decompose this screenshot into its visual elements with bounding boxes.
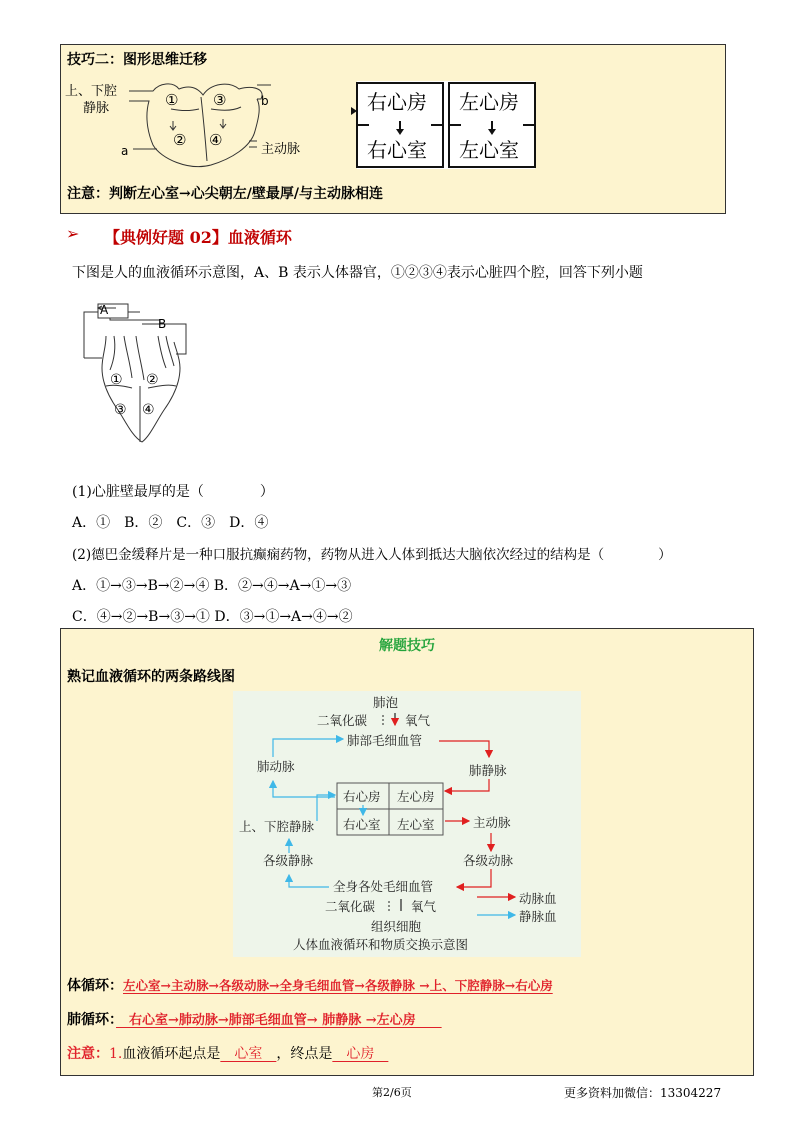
note-answer-end: 心房: [332, 1046, 389, 1062]
fig-veins: 各级静脉: [263, 853, 314, 868]
diagram-label-vena-cava-2: 静脉: [83, 101, 110, 116]
fig-co2-bottom: 二氧化碳: [325, 899, 376, 914]
fig-body-capillaries: 全身各处毛细血管: [333, 879, 434, 894]
diagram-label-aorta: 主动脉: [261, 142, 301, 157]
fig-arteries: 各级动脉: [463, 853, 514, 868]
diagram-label-b: b: [261, 94, 269, 108]
pulmonary-path: 右心室→肺动脉→肺部毛细血管→ 肺静脉 →左心房: [116, 1013, 442, 1028]
tip-note: 注意：判断左心室→心尖朝左/壁最厚/与主动脉相连: [67, 186, 383, 202]
fig-lung-capillaries: 肺部毛细血管: [347, 733, 423, 748]
note-line: [67, 1043, 388, 1063]
grid-left-ventricle: 左心室: [459, 138, 519, 162]
fig-left-ventricle: 左心室: [397, 817, 435, 832]
question-2: (2)德巴金缓释片是一种口服抗癫痫药物，药物从进入人体到抵达大脑依次经过的结构是（ ）: [72, 547, 672, 563]
question-1: (1)心脏壁最厚的是（ ）: [72, 484, 274, 500]
question-2-options-cd: C．④→②→B→③→① D．③→①→A→④→②: [72, 609, 353, 625]
fig-right-ventricle: 右心室: [343, 817, 381, 832]
tip-title: 技巧二：图形思维迁移: [67, 52, 207, 68]
diagram-chamber-4: ④: [209, 131, 223, 149]
question-1-options: A．① B．② C．③ D．④: [72, 515, 269, 531]
systemic-line: [67, 975, 553, 995]
fig-aorta: 主动脉: [473, 815, 511, 830]
pulmonary-line: [67, 1009, 442, 1029]
heart-chamber-4: ④: [142, 402, 155, 418]
systemic-path: 左心室→主动脉→各级动脉→全身毛细血管→各级静脉 →上、下腔静脉→右心房: [123, 978, 553, 993]
diagram-chamber-1: ①: [165, 91, 179, 109]
heart-chamber-2: ②: [146, 372, 159, 388]
diagram-label-a: a: [121, 144, 129, 158]
solution-subtitle: 熟记血液循环的两条路线图: [67, 669, 235, 685]
fig-pulmonary-vein: 肺静脉: [469, 763, 507, 778]
solution-box: [60, 628, 754, 1076]
fig-alveoli: 肺泡: [373, 695, 399, 710]
note-number: 1.: [109, 1046, 123, 1062]
example-marker: ➢: [66, 224, 80, 243]
heart-chamber-1: ①: [110, 372, 123, 388]
fig-pulmonary-artery: 肺动脉: [257, 759, 295, 774]
grid-left-atrium: 左心房: [459, 90, 519, 114]
diagram-chamber-3: ③: [213, 91, 227, 109]
fig-co2-top: 二氧化碳: [317, 713, 368, 728]
fig-vena-cava: 上、下腔静脉: [239, 819, 315, 834]
heart-vessel-diagram: [61, 75, 341, 175]
fig-o2-bottom: 氧气: [411, 899, 437, 914]
systemic-label: 体循环：: [67, 978, 123, 994]
fig-legend-venous: 静脉血: [519, 909, 557, 924]
fig-tissue-cells: 组织细胞: [371, 919, 422, 934]
heart-label-b: B: [158, 317, 167, 331]
tip-box: [60, 44, 726, 214]
fig-caption: 人体血液循环和物质交换示意图: [293, 937, 469, 952]
example-title: 【典例好题 02】血液循环: [104, 228, 292, 247]
heart-label-a: A: [100, 303, 109, 317]
fig-o2-top: 氧气: [405, 713, 431, 728]
note-text-end: ，终点是: [276, 1046, 333, 1062]
grid-right-ventricle: 右心室: [367, 138, 427, 162]
note-label: 注意：: [67, 1046, 109, 1062]
diagram-chamber-2: ②: [173, 131, 187, 149]
grid-right-atrium: 右心房: [367, 90, 427, 114]
solution-header: 解题技巧: [379, 638, 435, 654]
example-stem: 下图是人的血液循环示意图，A、B 表示人体器官，①②③④表示心脏四个腔，回答下列小题: [72, 265, 643, 281]
heart-circulation-diagram: [76, 296, 200, 466]
pulmonary-label: 肺循环：: [67, 1012, 116, 1028]
note-text-start: 血液循环起点是: [122, 1046, 221, 1062]
fig-left-atrium: 左心房: [397, 789, 435, 804]
fig-legend-arterial: 动脉血: [519, 891, 557, 906]
fig-right-atrium: 右心房: [343, 789, 381, 804]
question-2-options-ab: A．①→③→B→②→④ B．②→④→A→①→③: [72, 578, 352, 594]
chamber-grid: [351, 81, 541, 171]
circulation-figure: [233, 691, 581, 957]
heart-chamber-3: ③: [114, 402, 127, 418]
note-answer-start: 心室: [220, 1046, 277, 1062]
footer-contact: 更多资料加微信：13304227: [564, 1086, 722, 1100]
footer-page-number: 第2/6页: [372, 1086, 412, 1099]
diagram-label-vena-cava-1: 上、下腔: [65, 84, 118, 99]
